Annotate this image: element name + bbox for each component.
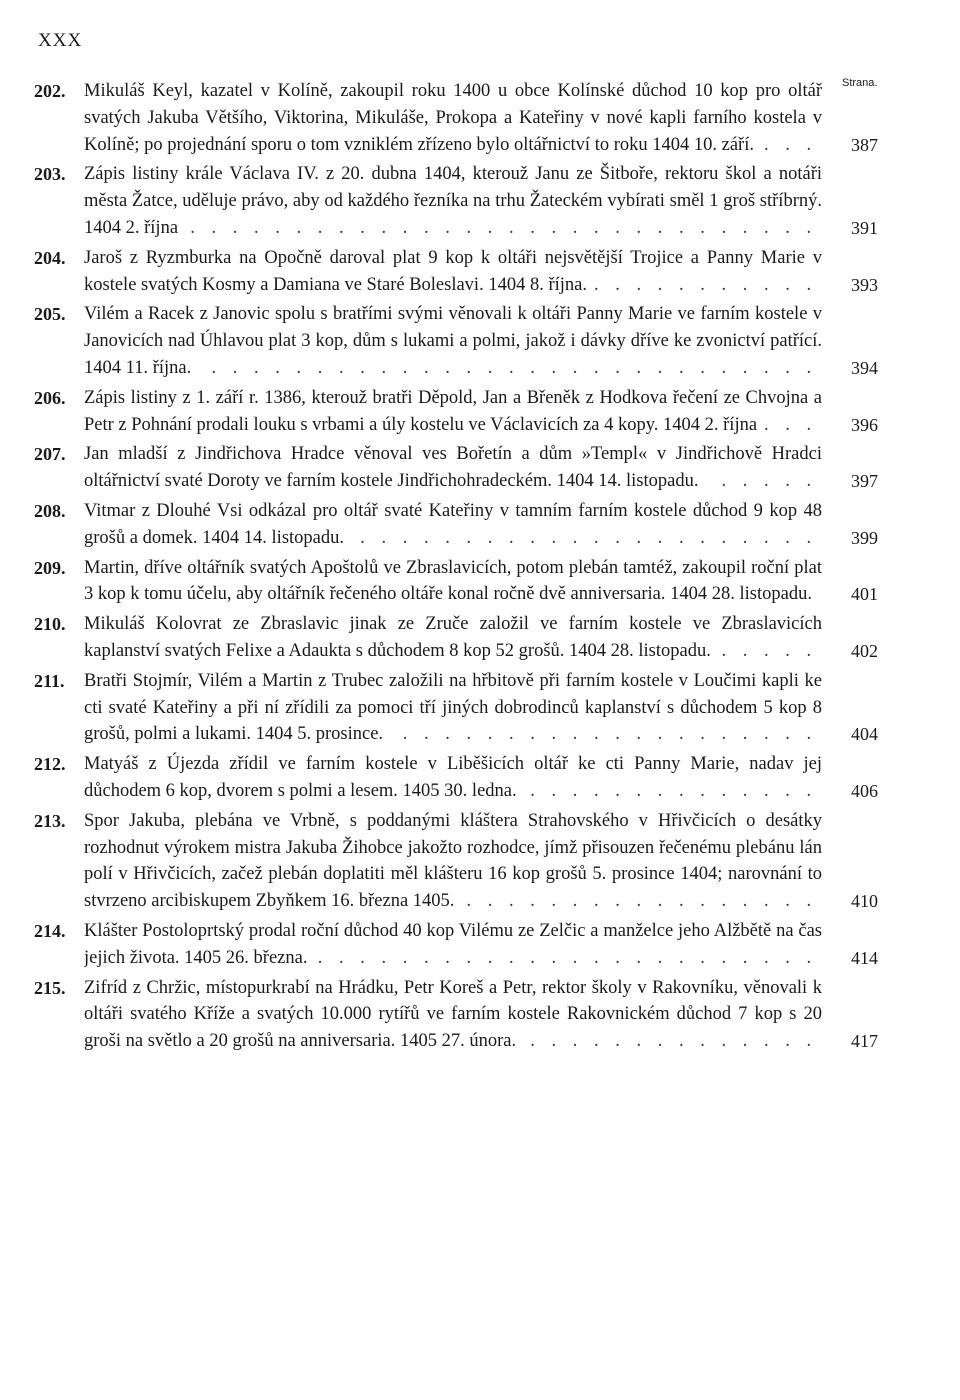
entry-number: 212. [34, 754, 66, 775]
entry-page-number: 406 [851, 780, 878, 801]
entry-text: Spor Jakuba, plebána ve Vrbně, s poddanými kláštera Strahovského v Hřivčicích o desátky rozhodnut výrokem mistra Jakuba Žihobce jakožto rozhodce, jímž přisouzen řečenému plebánu lán polí v Hřivčicích, začež plebán doplatiti měl klášteru 16 kop grošů 5. prosince 1404; narovnání to stvrzeno arcibiskupem Zbyňkem 16. března 1405. [84, 810, 822, 912]
entry-text: Matyáš z Újezda zřídil ve farním kostele v Liběšicích oltář ke cti Panny Marie, nadav jej důchodem 6 kop, dvorem s polmi a lesem. 1405 30. ledna. [84, 754, 822, 801]
list-item [34, 498, 882, 552]
entry-text: Vitmar z Dlouhé Vsi odkázal pro oltář svaté Kateřiny v tamním farním kostele důchod 9 kop 48 grošů a domek. 1404 14. listopadu. [84, 500, 822, 548]
list-item [34, 161, 882, 241]
entry-text-block [84, 555, 822, 609]
entry-page-number: 397 [851, 471, 878, 492]
list-item [34, 918, 882, 972]
entry-text: Zápis listiny krále Václava IV. z 20. dubna 1404, kterouž Janu ze Šitboře, rektoru škol a notáři města Žatce, uděluje právo, aby od každého řezníka na trhu Žateckém vybírati směl 1 groš stříbrný. 1404 2. října [84, 164, 822, 238]
list-item [34, 385, 882, 439]
list-item [34, 245, 882, 299]
entry-number: 202. [34, 81, 66, 101]
entry-text-block [84, 78, 822, 158]
entry-text: Zápis listiny z 1. září r. 1386, kterouž bratři Děpold, Jan a Břeněk z Hodkova řečení ze Chvojna a Petr z Pohnání prodali louku s vrbami a úly kostelu ve Václavicích za 4 kopy. 1404 2. října [84, 387, 822, 435]
entry-page-number: 399 [851, 527, 878, 548]
entry-text-block [84, 441, 822, 495]
entry-text-block [84, 245, 822, 299]
entry-number: 210. [34, 614, 66, 635]
entry-number: 209. [34, 557, 66, 578]
entry-text: Bratři Stojmír, Vilém a Martin z Trubec založili na hřbitově při farním kostele v Loučimi kapli ke cti svaté Kateřiny a při ní zřídili za pomoci tří jiných dobrodinců kaplanství s důchodem 5 kop 8 grošů, polmi a lukami. 1404 5. prosince. [84, 670, 822, 745]
list-item [34, 751, 882, 805]
entry-page-number: 410 [851, 891, 878, 912]
entry-text-block [84, 385, 822, 439]
entry-number: 205. [34, 304, 66, 325]
list-item [34, 808, 882, 915]
page-number: XXX [38, 30, 83, 51]
entry-text: Mikuláš Keyl, kazatel v Kolíně, zakoupil roku 1400 u obce Kolínské důchod 10 kop pro oltář svatých Jakuba Většího, Viktorina, Mikuláše, Prokopa a Kateřiny v nové kapli farního kostela v Kolíně; po projednání sporu o tom vzniklém zřízeno bylo oltářnictví to roku 1404 10. září. [84, 81, 822, 155]
entry-number: 213. [34, 810, 66, 831]
entry-text-block [84, 668, 822, 748]
entry-page-number: 393 [851, 274, 878, 295]
entry-text: Zifríd z Chržic, místopurkrabí na Hrádku, Petr Koreš a Petr, rektor školy v Rakovníku, věnovali k oltáři svatého Kříže a svatých 10.000 rytířů ve farním kostele Rakovnickém důchod 7 kop s 20 groši na světlo a 20 grošů na anniversaria. 1405 27. února. [84, 977, 822, 1052]
entry-number: 215. [34, 977, 66, 998]
entry-page-number: 414 [851, 947, 878, 968]
entry-text-block [84, 161, 822, 241]
list-item [34, 441, 882, 495]
entry-page-number: 387 [851, 134, 878, 155]
entry-page-number: 394 [851, 357, 878, 378]
entry-text: Mikuláš Kolovrat ze Zbraslavic jinak ze Zruče založil ve farním kostele ve Zbraslavicích kaplanství svatých Felixe a Adaukta s důchodem 8 kop 52 grošů. 1404 28. listopadu. [84, 614, 822, 661]
entry-text-block [84, 498, 822, 552]
list-item [34, 301, 882, 381]
entry-number: 203. [34, 164, 66, 185]
list-item [34, 78, 882, 158]
entry-text: Jan mladší z Jindřichova Hradce věnoval ves Bořetín a dům »Templ« v Jindřichově Hradci oltářnictví svaté Doroty ve farním kostele Jindřichohradeckém. 1404 14. listopadu. [84, 444, 822, 492]
entry-page-number: 396 [851, 414, 878, 435]
dot-leader [84, 215, 822, 242]
entry-number: 204. [34, 247, 66, 268]
entry-page-number: 391 [851, 217, 878, 238]
table-of-contents [34, 78, 882, 1058]
entry-number: 208. [34, 500, 66, 521]
entry-text: Jaroš z Ryzmburka na Opočně daroval plat 9 kop k oltáři nejsvětější Trojice a Panny Marie v kostele svatých Kosmy a Damiana ve Staré Boleslavi. 1404 8. října. [84, 247, 822, 295]
entry-text: Klášter Postoloprtský prodal roční důchod 40 kop Vilému ze Zelčic a manželce jeho Alžbětě na čas jejich života. 1405 26. března. [84, 920, 822, 968]
entry-text-block [84, 918, 822, 972]
entry-number: 214. [34, 920, 66, 941]
list-item [34, 668, 882, 748]
entry-page-number: 402 [851, 640, 878, 661]
entry-text-block [84, 611, 822, 665]
entry-page-number: 417 [851, 1031, 878, 1052]
entry-number: 211. [34, 670, 65, 691]
page-column-label: Strana. [842, 77, 878, 89]
entry-text: Vilém a Racek z Janovic spolu s bratřími svými věnovali k oltáři Panny Marie ve farním kostele v Janovicích nad Úhlavou plat 3 kop, dům s lukami a polmi, jakož i dávky dříve ke zvonictví patřící. 1404 11. října. [84, 304, 822, 378]
entry-text-block [84, 301, 822, 381]
entry-text-block [84, 975, 822, 1055]
entry-text: Martin, dříve oltářník svatých Apoštolů ve Zbraslavicích, potom plebán tamtéž, zakoupil roční plat 3 kop k tomu účelu, aby oltářník řečeného oltáře konal ročně dvě anniversaria. 1404 28. listopadu. [84, 557, 822, 605]
entry-text-block [84, 751, 822, 805]
entry-page-number: 401 [851, 584, 878, 605]
entry-page-number: 404 [851, 724, 878, 745]
entry-number: 207. [34, 444, 66, 465]
list-item [34, 555, 882, 609]
entry-text-block [84, 808, 822, 915]
list-item [34, 611, 882, 665]
entry-number: 206. [34, 387, 66, 408]
list-item [34, 975, 882, 1055]
